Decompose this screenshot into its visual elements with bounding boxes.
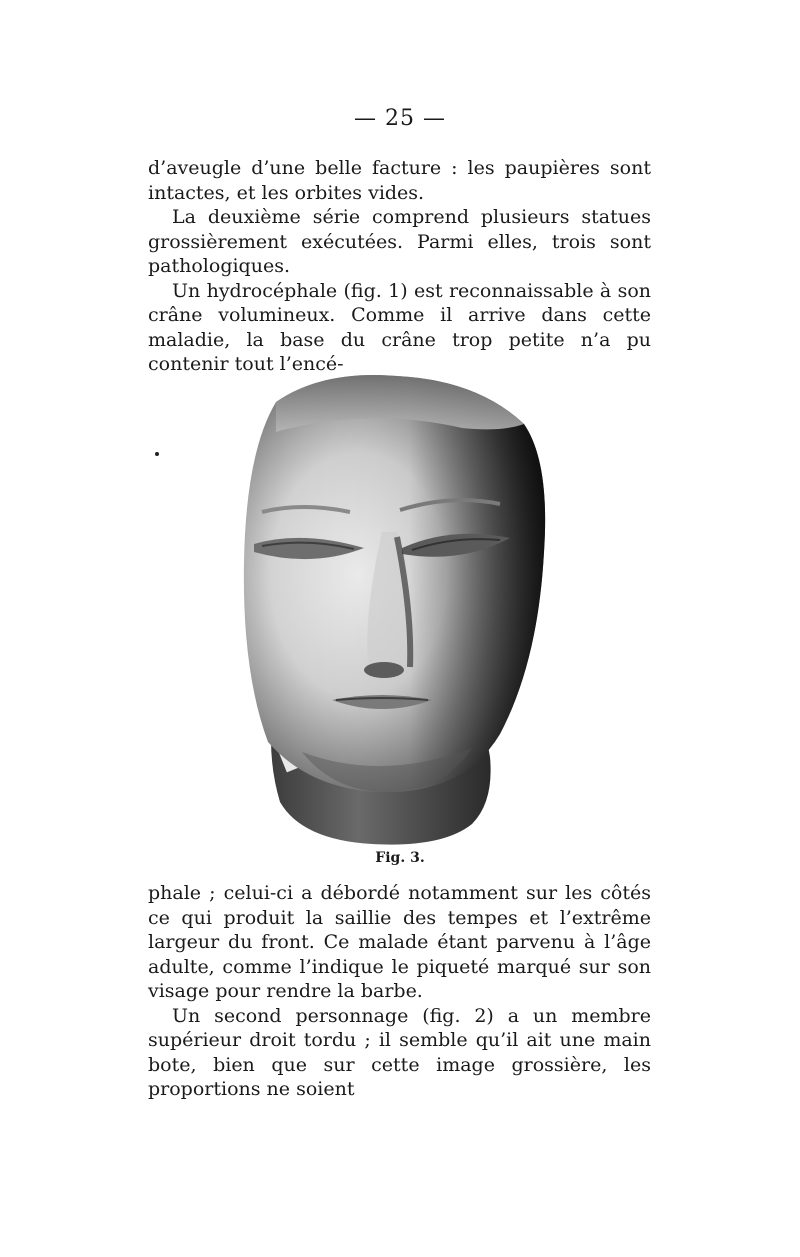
- paragraph-second-series: La deuxième série comprend plusieurs statues grossièrement exécutées. Parmi elles, trois sont pathologiques.: [148, 206, 651, 277]
- figure-caption: Fig. 3.: [375, 850, 425, 866]
- sculpted-head-photograph-icon: [232, 362, 562, 852]
- text-block-top: [148, 156, 651, 377]
- paragraph-continuation: d’aveugle d’une belle facture : les paupières sont intactes, et les orbites vides.: [148, 157, 651, 204]
- paragraph-hydrocephale: Un hydrocéphale (fig. 1) est reconnaissable à son crâne volumineux. Comme il arrive dans cette maladie, la base du crâne trop petite n’a pu contenir tout l’encé-: [148, 279, 651, 375]
- text-block-bottom: [148, 881, 651, 1102]
- print-speck: [155, 452, 159, 456]
- page-number: — 25 —: [354, 106, 446, 131]
- paragraph-phale: phale ; celui-ci a débordé notamment sur les côtés ce qui produit la saillie des tempes et l’extrême largeur du front. Ce malade étant parvenu à l’âge adulte, comme l’indique le piqueté marqué sur son visage pour rendre la barbe.: [148, 882, 651, 1002]
- paragraph-second-figure: Un second personnage (fig. 2) a un membre supérieur droit tordu ; il semble qu’il ait une main bote, bien que sur cette image grossière, les proportions ne soient: [148, 1004, 651, 1100]
